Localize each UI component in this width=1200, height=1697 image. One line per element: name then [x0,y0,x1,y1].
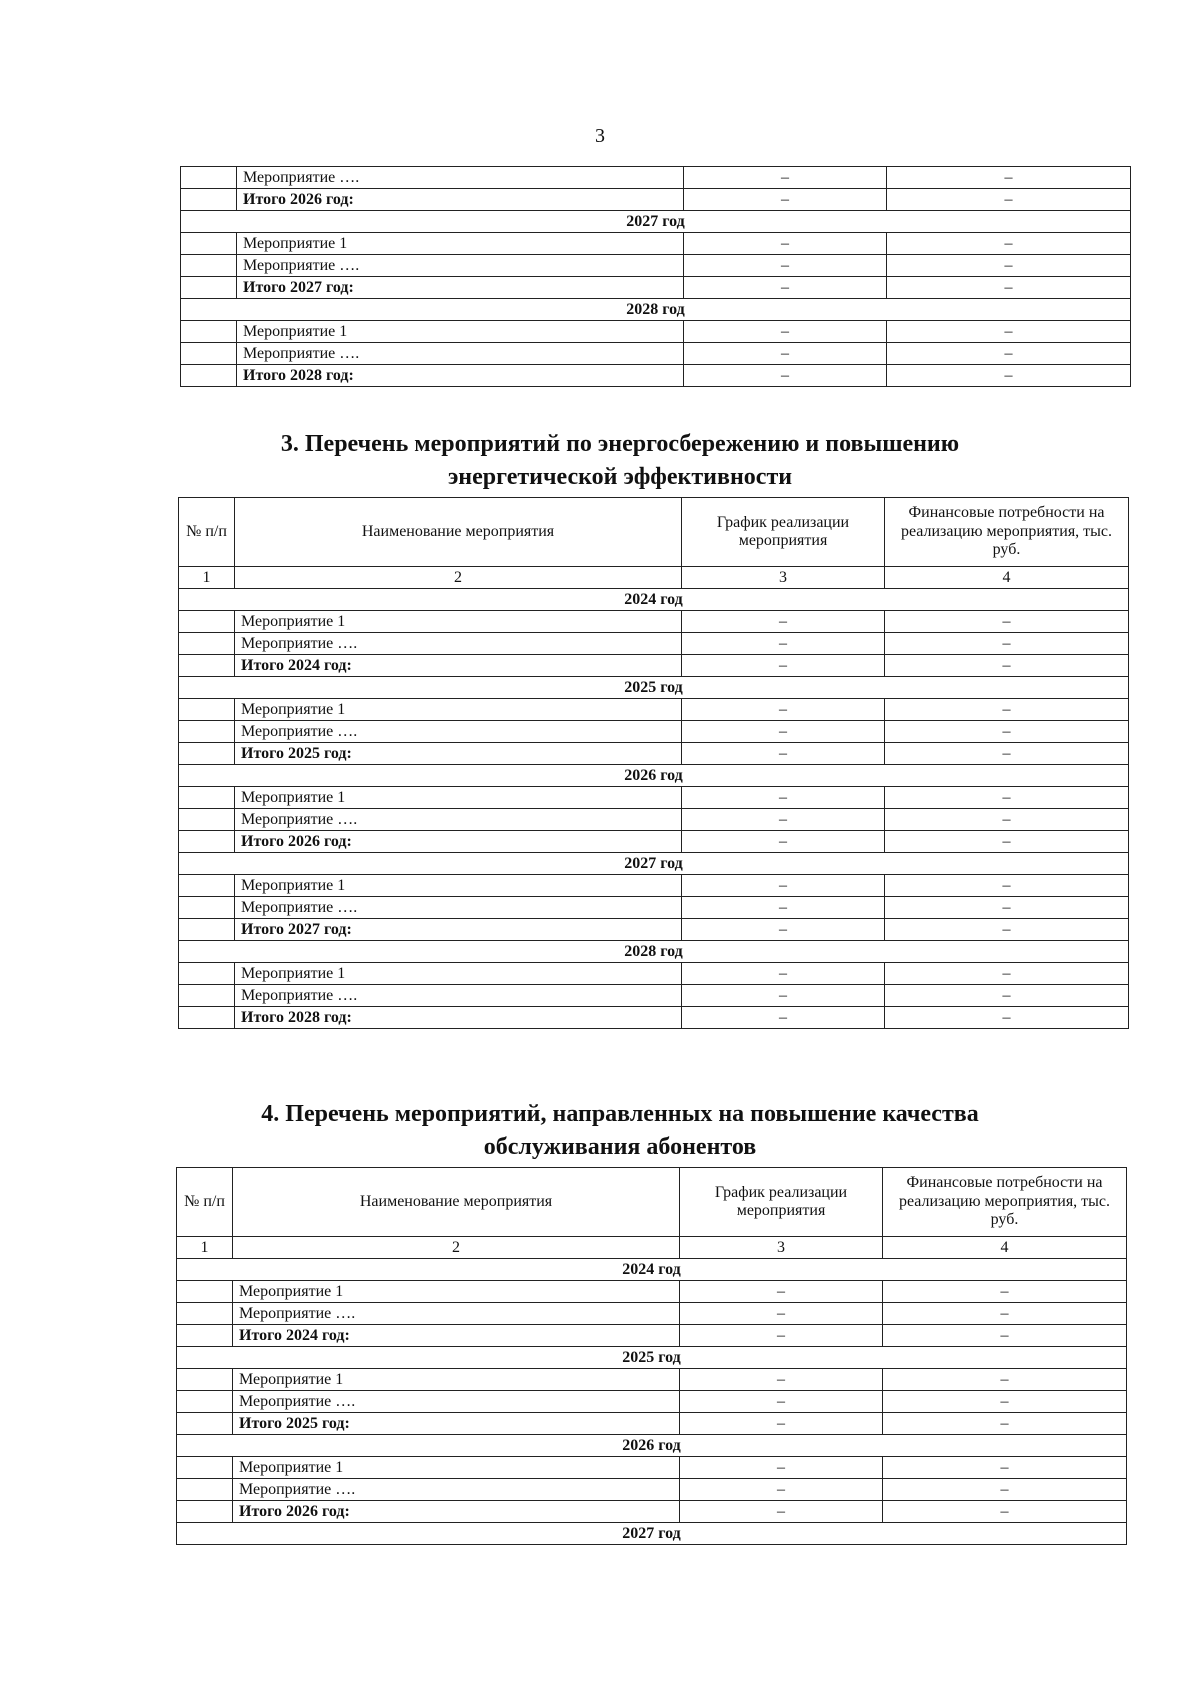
header-name: Наименование мероприятия [233,1168,680,1237]
item-name: Мероприятие …. [237,167,684,189]
total-row [179,831,1129,853]
header-name: Наименование мероприятия [235,498,682,567]
schedule-cell: – [682,699,885,721]
schedule-cell: – [680,1391,883,1413]
column-number-1: 1 [179,567,235,589]
item-name: Мероприятие …. [237,255,684,277]
table-row [177,1391,1127,1413]
finance-cell: – [883,1369,1127,1391]
schedule-cell: – [680,1457,883,1479]
year-row [179,941,1129,963]
section-3-title-line-2: энергетической эффективности [447,464,793,490]
finance-cell: – [885,633,1129,655]
total-label: Итого 2026 год: [237,189,684,211]
total-row [179,655,1129,677]
number-cell [179,809,235,831]
section-4-title [160,1098,1080,1164]
schedule-cell: – [684,321,887,343]
number-cell [179,611,235,633]
column-number-3: 3 [682,567,885,589]
finance-cell: – [883,1479,1127,1501]
total-label: Итого 2024 год: [233,1325,680,1347]
header-finance: Финансовые потребности на реализацию мероприятия, тыс. руб. [885,498,1129,567]
total-label: Итого 2024 год: [235,655,682,677]
year-label: 2028 год [179,941,1129,963]
column-number-1: 1 [177,1237,233,1259]
total-row [177,1413,1127,1435]
number-cell [179,897,235,919]
finance-cell: – [887,167,1131,189]
number-cell [179,985,235,1007]
schedule-cell: – [682,809,885,831]
year-label: 2025 год [179,677,1129,699]
finance-cell: – [883,1281,1127,1303]
year-label: 2027 год [179,853,1129,875]
table-row [179,699,1129,721]
year-row [177,1259,1127,1281]
section-3-table [178,497,1129,1029]
schedule-cell: – [684,365,887,387]
finance-cell: – [885,721,1129,743]
schedule-cell: – [680,1303,883,1325]
schedule-cell: – [680,1369,883,1391]
year-row [179,589,1129,611]
schedule-cell: – [684,343,887,365]
number-cell [177,1303,233,1325]
table-row [177,1479,1127,1501]
table-row [181,321,1131,343]
finance-cell: – [885,875,1129,897]
total-row [181,277,1131,299]
total-label: Итого 2025 год: [235,743,682,765]
number-cell [181,321,237,343]
number-cell [179,721,235,743]
table-row [179,611,1129,633]
finance-cell: – [885,897,1129,919]
number-cell [177,1479,233,1501]
finance-cell: – [887,321,1131,343]
page-number: 3 [595,125,605,147]
column-numbers-row [179,567,1129,589]
finance-cell: – [885,1007,1129,1029]
section-4-title-line-1: 4. Перечень мероприятий, направленных на повышение качества [261,1101,979,1127]
header-schedule: График реализации мероприятия [682,498,885,567]
schedule-cell: – [680,1413,883,1435]
year-label: 2028 год [181,299,1131,321]
item-name: Мероприятие 1 [235,963,682,985]
finance-cell: – [883,1413,1127,1435]
table-row [177,1457,1127,1479]
number-cell [177,1413,233,1435]
section-4-table [176,1167,1127,1545]
item-name: Мероприятие 1 [237,321,684,343]
schedule-cell: – [682,743,885,765]
year-row [181,211,1131,233]
schedule-cell: – [682,1007,885,1029]
table-row [179,787,1129,809]
schedule-cell: – [682,831,885,853]
year-row [177,1523,1127,1545]
total-label: Итого 2025 год: [233,1413,680,1435]
schedule-cell: – [684,277,887,299]
schedule-cell: – [682,985,885,1007]
schedule-cell: – [682,787,885,809]
number-cell [181,365,237,387]
number-cell [179,699,235,721]
table-row [179,897,1129,919]
header-finance: Финансовые потребности на реализацию мероприятия, тыс. руб. [883,1168,1127,1237]
total-row [179,919,1129,941]
year-label: 2024 год [179,589,1129,611]
table-row [179,963,1129,985]
table-row [181,255,1131,277]
item-name: Мероприятие …. [235,809,682,831]
column-numbers-row [177,1237,1127,1259]
finance-cell: – [887,233,1131,255]
finance-cell: – [883,1457,1127,1479]
number-cell [181,255,237,277]
year-label: 2026 год [177,1435,1127,1457]
schedule-cell: – [684,255,887,277]
table-header-row [179,498,1129,567]
schedule-cell: – [684,233,887,255]
header-number: № п/п [177,1168,233,1237]
item-name: Мероприятие 1 [233,1457,680,1479]
schedule-cell: – [682,919,885,941]
finance-cell: – [885,831,1129,853]
column-number-3: 3 [680,1237,883,1259]
column-number-4: 4 [883,1237,1127,1259]
item-name: Мероприятие 1 [235,787,682,809]
table-row [181,343,1131,365]
number-cell [181,189,237,211]
total-row [179,1007,1129,1029]
year-row [179,853,1129,875]
year-row [179,765,1129,787]
number-cell [179,875,235,897]
item-name: Мероприятие …. [233,1303,680,1325]
schedule-cell: – [682,963,885,985]
total-row [177,1325,1127,1347]
total-row [181,365,1131,387]
item-name: Мероприятие 1 [235,611,682,633]
schedule-cell: – [682,721,885,743]
number-cell [177,1369,233,1391]
finance-cell: – [883,1303,1127,1325]
finance-cell: – [885,787,1129,809]
number-cell [177,1391,233,1413]
schedule-cell: – [684,167,887,189]
finance-cell: – [885,809,1129,831]
year-label: 2025 год [177,1347,1127,1369]
total-label: Итого 2027 год: [237,277,684,299]
number-cell [181,277,237,299]
number-cell [181,167,237,189]
schedule-cell: – [680,1479,883,1501]
header-schedule: График реализации мероприятия [680,1168,883,1237]
schedule-cell: – [684,189,887,211]
finance-cell: – [887,189,1131,211]
finance-cell: – [887,343,1131,365]
table-row [179,809,1129,831]
number-cell [177,1501,233,1523]
finance-cell: – [883,1501,1127,1523]
number-cell [177,1325,233,1347]
section-3-title-line-1: 3. Перечень мероприятий по энергосбережению и повышению [280,431,960,457]
item-name: Мероприятие …. [233,1391,680,1413]
finance-cell: – [885,655,1129,677]
item-name: Мероприятие 1 [237,233,684,255]
finance-cell: – [883,1325,1127,1347]
table-row [179,985,1129,1007]
total-label: Итого 2027 год: [235,919,682,941]
column-number-2: 2 [233,1237,680,1259]
year-label: 2026 год [179,765,1129,787]
total-label: Итого 2026 год: [233,1501,680,1523]
item-name: Мероприятие …. [235,985,682,1007]
item-name: Мероприятие …. [233,1479,680,1501]
finance-cell: – [887,255,1131,277]
finance-cell: – [885,743,1129,765]
item-name: Мероприятие …. [237,343,684,365]
number-cell [179,633,235,655]
year-label: 2024 год [177,1259,1127,1281]
schedule-cell: – [680,1501,883,1523]
table-row [179,721,1129,743]
total-label: Итого 2028 год: [237,365,684,387]
finance-cell: – [885,919,1129,941]
table-row [177,1369,1127,1391]
table-header-row [177,1168,1127,1237]
schedule-cell: – [682,633,885,655]
finance-cell: – [887,365,1131,387]
header-number: № п/п [179,498,235,567]
number-cell [177,1457,233,1479]
year-row [177,1347,1127,1369]
number-cell [179,787,235,809]
item-name: Мероприятие …. [235,721,682,743]
number-cell [181,343,237,365]
item-name: Мероприятие …. [235,633,682,655]
item-name: Мероприятие 1 [233,1369,680,1391]
total-row [177,1501,1127,1523]
number-cell [179,831,235,853]
table-row [177,1281,1127,1303]
finance-cell: – [883,1391,1127,1413]
finance-cell: – [885,985,1129,1007]
table-row [181,167,1131,189]
number-cell [179,963,235,985]
table-row [177,1303,1127,1325]
year-row [179,677,1129,699]
finance-cell: – [885,963,1129,985]
year-row [177,1435,1127,1457]
finance-cell: – [885,611,1129,633]
item-name: Мероприятие …. [235,897,682,919]
schedule-cell: – [680,1281,883,1303]
number-cell [177,1281,233,1303]
number-cell [179,743,235,765]
item-name: Мероприятие 1 [233,1281,680,1303]
year-label: 2027 год [181,211,1131,233]
section-4-title-line-2: обслуживания абонентов [483,1134,757,1160]
schedule-cell: – [682,897,885,919]
total-label: Итого 2028 год: [235,1007,682,1029]
table-row [179,633,1129,655]
finance-cell: – [887,277,1131,299]
table-row [181,233,1131,255]
number-cell [179,1007,235,1029]
total-row [179,743,1129,765]
column-number-4: 4 [885,567,1129,589]
finance-cell: – [885,699,1129,721]
section-3-title [160,428,1080,494]
number-cell [179,655,235,677]
total-row [181,189,1131,211]
schedule-cell: – [682,611,885,633]
year-label: 2027 год [177,1523,1127,1545]
year-row [181,299,1131,321]
schedule-cell: – [682,875,885,897]
item-name: Мероприятие 1 [235,699,682,721]
item-name: Мероприятие 1 [235,875,682,897]
total-label: Итого 2026 год: [235,831,682,853]
schedule-cell: – [682,655,885,677]
table-row [179,875,1129,897]
continuation-table [180,166,1131,387]
schedule-cell: – [680,1325,883,1347]
number-cell [181,233,237,255]
number-cell [179,919,235,941]
column-number-2: 2 [235,567,682,589]
